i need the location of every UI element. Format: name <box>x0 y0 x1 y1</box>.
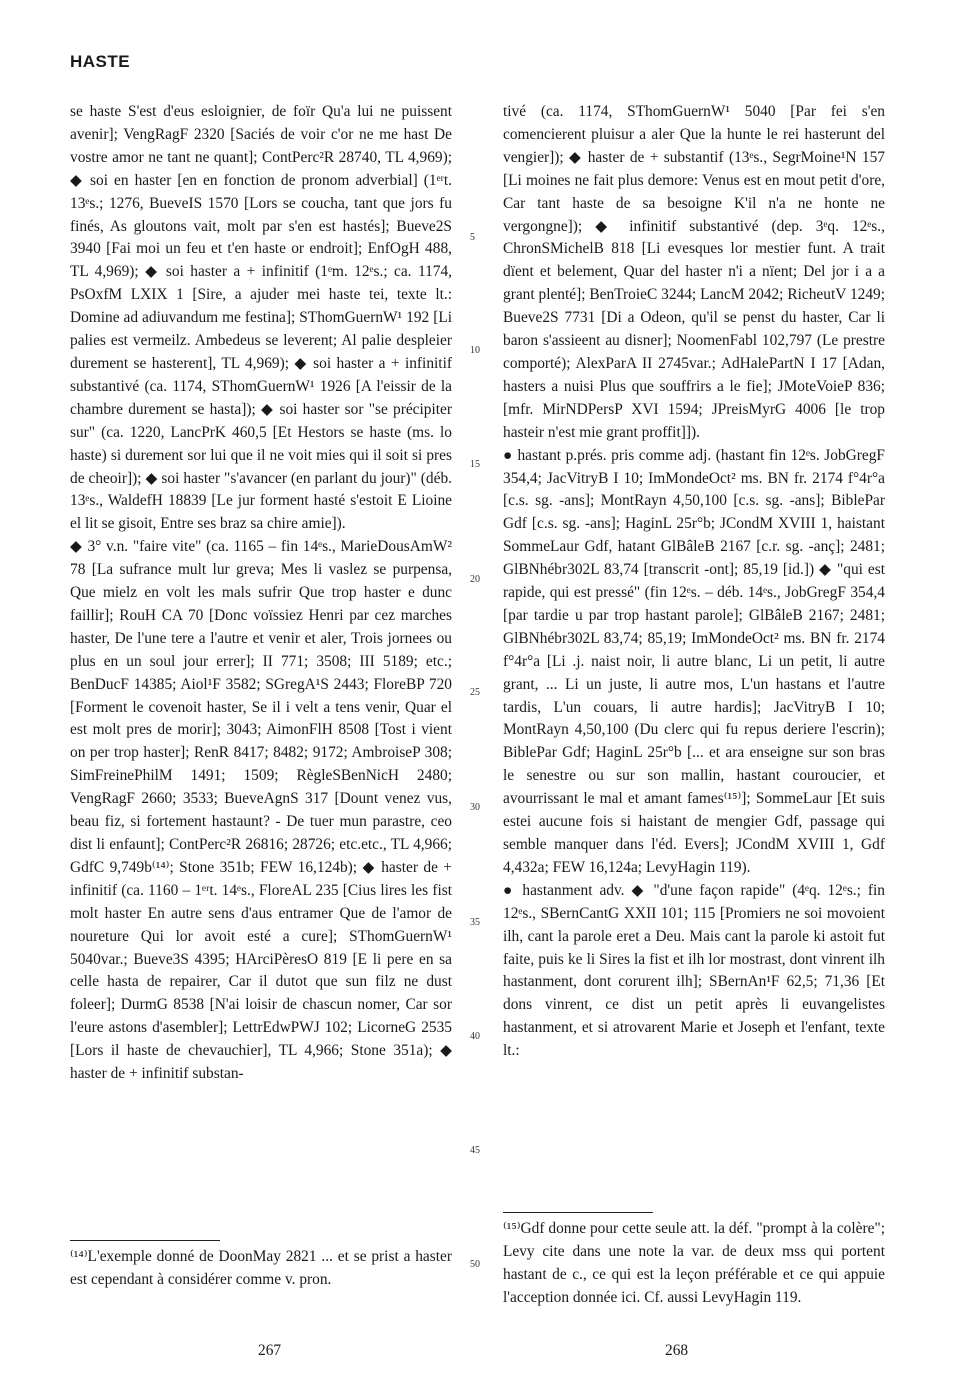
line-number: 25 <box>470 687 480 698</box>
footnote-rule-left <box>70 1240 220 1241</box>
line-number: 30 <box>470 802 480 813</box>
line-number: 10 <box>470 345 480 356</box>
line-number: 20 <box>470 574 480 585</box>
left-paragraph-1: se haste S'est d'eus esloignier, de foïr Qu'a lui ne puissent avenir]; VengRagF 2320 [Saciés de voir c'or ne me hast De vostre amor ne tant ne quant]; ContPerc²R 28740, TL 4,969); ◆ soi en haster [en en fonction de pronom adverbial] (1ᵉʳt. 13ᵉs.; 1276, BueveIS 1570 [Lors se coucha, tant que jors fu finés, As gloutons vait, molt par s'en est hastés]; Bueve2S 3940 [Fai moi un feu et t'en haste or endroit]; EnfOgH 488, TL 4,969); ◆ soi haster a + infinitif (1ᵉm. 12ᵉs.; ca. 1174, PsOxfM LXIX 1 [Sire, a ajuder mei haste tei, texte lt.: Domine ad adiuvandum me festina]; SThomGuernW¹ 192 [Li palies est vermeilz. Ambedeus se leverent; Al palie despleier durement se hasterent], TL 4,969); ◆ soi haster a + infinitif substantivé (ca. 1174, SThomGuernW¹ 1926 [A l'eissir de la chambre durement se hasta]); ◆ soi haster sor "se précipiter sur" (ca. 1220, LancPrK 460,5 [Et Hestors se haste (ms. lo haste) si durement sor lui que il ne voit mies qui il soit si pres de cheoir]); ◆ soi haster "s'avancer (en parlant du jour)" (déb. 13ᵉs., WaldefH 18839 [Le jur forment hasté s'estoit E Lioine el lit se gisoit, Entre ses braz sa chire amie]). <box>70 103 452 533</box>
right-paragraph-hastant: ● hastant p.prés. pris comme adj. (hastant fin 12ᵉs. JobGregF 354,4; JacVitryB I 10; ImMondeOct² ms. BN fr. 2174 f°4r°a [c.s. sg. -ans]; MontRayn 4,50,100 [c.s. sg. -ans]; BiblePar Gdf [c.s. sg. -ans]; HaginL 25r°b; JCondM XVIII 1, haistant SommeLaur Gdf, hatant GlBâleB 2167 [c.r. sg. -anç]; 2481; GlBNhébr302L 83,74 [transcrit -ont]; 85,19 [id.]) ◆ "qui est rapide, qui est pressé" (fin 12ᵉs. – déb. 14ᵉs., JobGregF 354,4 [par tardie u par trop hastant parole]; GlBâleB 2167; 2481; GlBNhébr302L 83,74; 85,19; ImMondeOct² ms. BN fr. 2174 f°4r°a [Li .j. naist noir, li autre blanc, Li un petit, li autre grant, ... Li un juste, li autre mos, L'un hastans et l'autre tardis, L'un couars, li autre hardis]; JacVitryB I 10; MontRayn 4,50,100 (Du clerc qui fu repus deriere l'escrin); BiblePar Gdf; HaginL 25r°b [... et ara enseigne sur son bras le senestre ou sur son mallin, hastant couroucier, et avourrissant le mal et amant fames⁽¹⁵⁾]; SommeLaur [Et suis estei aucune fois si haistant de mengier Gdf, passage qui semble manquer dans l'éd. Evers]; JCondM XVIII 1, Gdf 4,432a; FEW 16,124a; LevyHagin 119). <box>503 446 885 876</box>
line-number: 40 <box>470 1031 480 1042</box>
right-paragraph-1: tivé (ca. 1174, SThomGuernW¹ 5040 [Par fei s'en comencierent pluisur a aler Que la hunte le rei hasterunt del vengier]); ◆ haster de + substantif (13ᵉs., SegrMoine¹N 157 [Li moines ne fait plus demore: Venus est en mout petit d'ore, Car tant haste de sa besoigne K'il n'a ne honte ne vergongne]); ◆ infinitif substantivé (dep. 3ᵉq. 12ᵉs., ChronSMichelB 818 [Li evesques lor mestier funt. A trait dïent et belement, Quar del haster n'i a nïent; Del jor i a a grant plenté]; BenTroieC 3244; LancM 2042; RicheutV 1249; Bueve2S 7731 [Di a Odeon, qu'il se penst du haster, Car li baron s'assieent au disner]; NoomenFabl 102,797 (Le prestre comporté); AlexParA II 2745var.; AdHalePartN I 17 [Adan, hasters a nuisi Plus que souffrirs a le fie]; JMoteVoieP 836; [mfr. MirNDPersP XVI 1594; JPreisMyrG 4006 [le trop hasteir n'est mie grant proffit]]). <box>503 103 885 441</box>
right-paragraph-hastanment: ● hastanment adv. ◆ "d'une façon rapide" (4ᵉq. 12ᵉs.; fin 12ᵉs., SBernCantG XXII 101; 115 [Promiers ne soi movoient ilh, cant la parole eret a Deu. Mais cant la parole ki astoit fut faite, puis ke li Sires la fist et ilh lor mostrast, dont vinrent ilh hastanment, dont corurent ilh]; SBernAn¹F 62,5; 71,36 [Et dons vinrent, ce dist un petit après li euvangelistes hastanment, et si atrovarent Marie et Joseph et l'enfant, texte lt.: <box>503 881 885 1060</box>
left-column <box>70 101 452 1086</box>
line-number: 5 <box>470 232 475 243</box>
footnote-rule-right <box>503 1212 653 1213</box>
running-headword: HASTE <box>70 52 131 71</box>
left-paragraph-2: ◆ 3° v.n. "faire vite" (ca. 1165 – fin 14ᵉs., MarieDousAmW² 78 [La sufrance mult lur greva; Mes li vaslez se purpensa, Que mielz en volt les mals sufrir Que trop haster e dunc faillir]; RouH CA 70 [Donc voïssiez Henri par cez marches haster, De l'une tere a l'autre et venir et aler, Trois jornees ou plus en un soul jour errer]; II 771; 3508; III 5189; etc.; BenDucF 14385; Aiol¹F 3582; SGregA¹S 2443; FloreBP 720 [Forment le covenoit haster, Se il i velt a tens venir, Quar el est molt pres de morir]; 3043; AimonFlH 8508 [Tost i vient on per trop haster]; RenR 8417; 8482; 9172; AmbroiseP 308; SimFreinePhilM 1491; 1509; RègleSBenNicH 2480; VengRagF 2660; 3533; BueveAgnS 317 [Dount venez vus, beau fiz, si fortement hastaunt? - De tuer mun parastre, ceo dist li enfaunt]; ContPerc²R 26816; 28726; etc.etc., TL 4,966; GdfC 9,749b⁽¹⁴⁾; Stone 351b; FEW 16,124b); ◆ haster de + infinitif (ca. 1160 – 1ᵉʳt. 14ᵉs., FloreAL 235 [Cius lires les fist molt haster En autre sens d'aus entramer Que de l'amor de noureture Qui lor avoit esté a cure]; SThomGuernW¹ 5040var.; Bueve3S 4395; HArciPèresO 819 [E li pere en sa celle hasta de repairer, Car il dutot que sun filz ne dust foleer]; DurmG 8538 [N'ai loisir de chascun nomer, Car sor l'eure astons d'asembler]; LettrEdwPWJ 102; LicorneG 2535 [Lors il haste de chevauchier], TL 4,966; Stone 351a); ◆ haster de + infinitif substan- <box>70 538 452 1083</box>
line-number: 35 <box>470 917 480 928</box>
line-number: 50 <box>470 1259 480 1270</box>
footnote-14: ⁽¹⁴⁾L'exemple donné de DoonMay 2821 ... et se prist a haster est cependant à considérer comme v. pron. <box>70 1248 452 1288</box>
page-number-left: 267 <box>258 1342 282 1359</box>
footnote-15: ⁽¹⁵⁾Gdf donne pour cette seule att. la déf. "prompt à la colère"; Levy cite dans une note la var. de deux mss qui portent hastant de c., ce qui est la leçon préférable et ce qui appuie l'acception donnée ici. Cf. aussi LevyHagin 119. <box>503 1220 885 1306</box>
right-column <box>503 101 885 1063</box>
line-number: 45 <box>470 1145 480 1156</box>
line-number: 15 <box>470 459 480 470</box>
page-number-right: 268 <box>665 1342 689 1359</box>
